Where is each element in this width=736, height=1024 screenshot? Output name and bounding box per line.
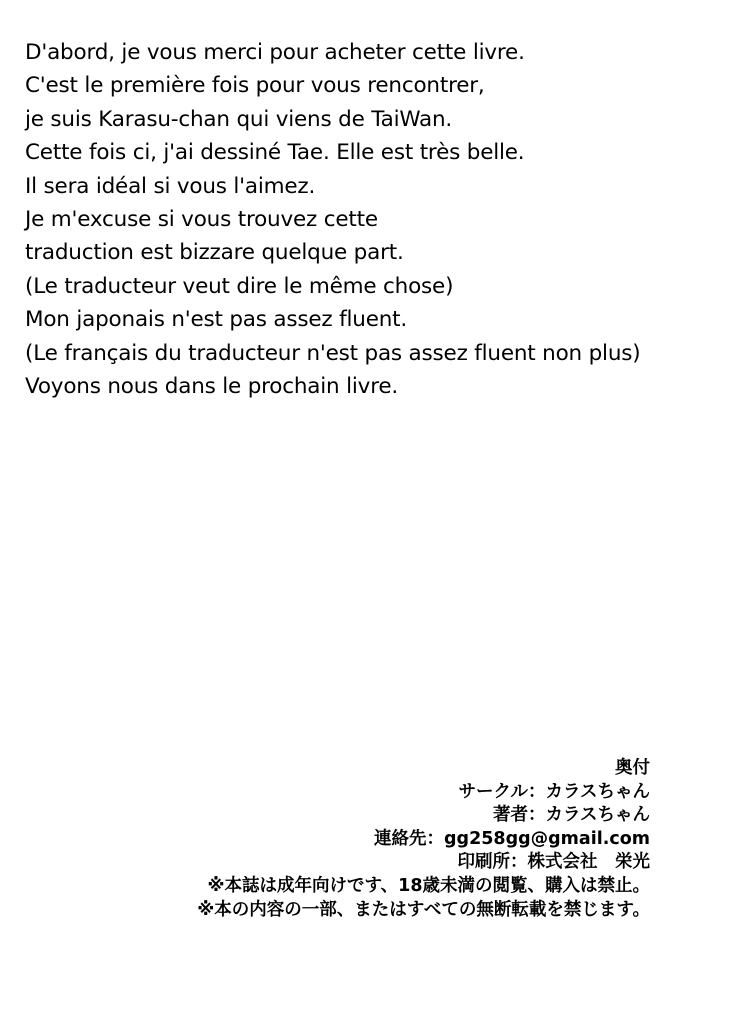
afterword-line: D'abord, je vous merci pour acheter cette livre.: [25, 40, 525, 65]
colophon-notice-adult: ※本誌は成年向けです、18歳未満の閲覧、購入は禁止。: [207, 875, 650, 896]
afterword-line: C'est le première fois pour vous rencontrer,: [25, 73, 485, 99]
afterword-text: [25, 36, 725, 403]
afterword-line: (Le français du traducteur n'est pas assez fluent non plus): [25, 340, 641, 366]
afterword-line: (Le traducteur veut dire le même chose): [25, 273, 454, 299]
colophon-printer: 印刷所：株式会社 栄光: [457, 852, 650, 873]
colophon-circle: サークル：カラスちゃん: [458, 781, 650, 802]
afterword-line: Je m'excuse si vous trouvez cette: [25, 207, 378, 233]
afterword-line: Mon japonais n'est pas assez fluent.: [25, 307, 408, 333]
colophon: [197, 757, 650, 922]
afterword-line: Il sera idéal si vous l'aimez.: [25, 173, 316, 199]
afterword-line: Cette fois ci, j'ai dessiné Tae. Elle est très belle.: [25, 140, 525, 166]
colophon-contact: 連絡先：gg258gg@gmail.com: [374, 828, 650, 849]
colophon-notice-copyright: ※本の内容の一部、またはすべての無断転載を禁じます。: [197, 899, 650, 920]
colophon-author: 著者：カラスちゃん: [493, 805, 650, 826]
afterword-line: Voyons nous dans le prochain livre.: [25, 374, 399, 400]
afterword-line: traduction est bizzare quelque part.: [25, 240, 404, 266]
colophon-title: 奥付: [615, 758, 650, 778]
afterword-line: je suis Karasu-chan qui viens de TaiWan.: [25, 106, 453, 132]
